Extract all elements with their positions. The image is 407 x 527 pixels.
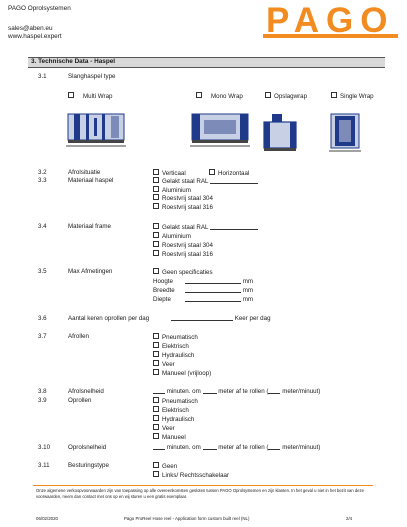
option-left-right-switch[interactable]: Links/ Rechtsschakelaar <box>153 471 229 480</box>
mono-wrap-reel-icon <box>190 110 250 148</box>
unwind-situation-label: Afrolsituatie <box>68 169 101 176</box>
footer-divider <box>33 485 373 486</box>
rewinds-per-day-field[interactable]: Keer per dag <box>171 315 271 323</box>
control-type-label: Besturingstype <box>68 462 109 469</box>
option-spring[interactable]: Veer <box>153 424 175 433</box>
option-mono-wrap[interactable]: Mono Wrap <box>196 92 243 101</box>
rewinding-label: Oprollen <box>68 397 92 404</box>
option-no-spec[interactable]: Geen specificaties <box>153 268 213 277</box>
ral-input-line[interactable] <box>210 224 258 230</box>
checkbox[interactable] <box>153 424 159 430</box>
checkbox[interactable] <box>153 462 159 468</box>
checkbox[interactable] <box>209 169 215 175</box>
opslagwrap-reel-icon <box>262 114 298 154</box>
frame-material-label: Materiaal frame <box>68 223 111 230</box>
minutes-input[interactable] <box>153 444 165 450</box>
option-opslagwrap[interactable]: Opslagwrap <box>265 92 307 101</box>
option-hydraulic[interactable]: Hydraulisch <box>153 415 194 424</box>
section-title: 3. Technische Data - Haspel <box>31 58 116 65</box>
checkbox[interactable] <box>153 250 159 256</box>
option-pneumatic[interactable]: Pneumatisch <box>153 397 198 406</box>
width-field[interactable]: Breedte mm <box>153 287 254 294</box>
ral-input-line[interactable] <box>210 178 258 184</box>
item-number: 3.9 <box>38 397 47 404</box>
option-painted-steel[interactable]: Gelakt staal RAL <box>153 223 258 232</box>
option-electric[interactable]: Elektrisch <box>153 342 189 351</box>
item-number: 3.7 <box>38 333 47 340</box>
page-number: 2/4 <box>346 516 353 521</box>
item-number: 3.8 <box>38 388 47 395</box>
single-wrap-reel-icon <box>329 112 361 154</box>
checkbox[interactable] <box>153 369 159 375</box>
checkbox[interactable] <box>153 406 159 412</box>
option-single-wrap[interactable]: Single Wrap <box>331 92 374 101</box>
pago-logo <box>263 2 398 42</box>
checkbox[interactable] <box>153 351 159 357</box>
width-input[interactable] <box>185 287 241 293</box>
checkbox[interactable] <box>331 92 337 98</box>
item-number: 3.10 <box>38 444 51 451</box>
unwind-speed-label: Afrolsnelheid <box>68 388 104 395</box>
option-none[interactable]: Geen <box>153 462 177 471</box>
checkbox[interactable] <box>153 471 159 477</box>
option-painted-steel[interactable]: Gelakt staal RAL <box>153 177 258 186</box>
unwinding-label: Afrollen <box>68 333 89 340</box>
rewind-speed-field[interactable]: minuten. om meter af te rollen ( meter/minuut) <box>153 444 320 452</box>
checkbox[interactable] <box>153 177 159 183</box>
option-aluminium[interactable]: Aluminium <box>153 186 191 195</box>
minutes-input[interactable] <box>153 388 165 394</box>
max-dimensions-label: Max Afmetingen <box>68 268 113 275</box>
footer-date: 06/02/2020 <box>36 516 58 521</box>
multi-wrap-reel-icon <box>66 110 126 148</box>
option-stainless-304[interactable]: Roestvrij staal 304 <box>153 194 213 203</box>
company-name: PAGO Oprolsystemen <box>8 5 71 12</box>
company-email[interactable]: sales@aben.eu <box>8 25 53 32</box>
rewinds-input[interactable] <box>171 315 233 321</box>
rewind-speed-label: Oprolsnelheid <box>68 444 107 451</box>
item-number: 3.3 <box>38 177 47 184</box>
unwind-speed-field[interactable]: minuten. om meter af te rollen ( meter/minuut) <box>153 388 320 396</box>
depth-field[interactable]: Diepte mm <box>153 296 254 303</box>
item-number: 3.6 <box>38 315 47 322</box>
checkbox[interactable] <box>153 203 159 209</box>
speed-input[interactable] <box>268 388 280 394</box>
company-website[interactable]: www.haspel.expert <box>8 33 62 40</box>
depth-input[interactable] <box>185 296 241 302</box>
svg-text:PAGO: PAGO <box>266 2 395 40</box>
option-horizontal[interactable]: Horizontaal <box>209 169 249 178</box>
checkbox[interactable] <box>153 169 159 175</box>
rewinds-per-day-label: Aantal keren oprollen per dag <box>68 315 150 322</box>
terms-notice: Onze algemene verkoopvoorwaarden zijn van toepassing op alle overeenkomsten gesloten tussen PAGO Oprolsystemen en zijn klanten. In het geval u niet in het bezit van deze voorwaarden, neem dan contact met ons op en wij sturen u een gratis exemplaar. <box>36 488 364 499</box>
reel-material-label: Materiaal haspel <box>68 177 114 184</box>
option-stainless-316[interactable]: Roestvrij staal 316 <box>153 203 213 212</box>
checkbox[interactable] <box>153 333 159 339</box>
checkbox[interactable] <box>265 92 271 98</box>
meters-input[interactable] <box>203 388 217 394</box>
checkbox[interactable] <box>153 360 159 366</box>
reel-type-label: Slanghaspel type <box>68 73 116 80</box>
option-manual[interactable]: Manueel <box>153 433 186 442</box>
footer-document-name: Pago ProReel Hose reel - Application form custom built reel (NL) <box>124 516 250 521</box>
meters-input[interactable] <box>203 444 217 450</box>
item-number: 3.4 <box>38 223 47 230</box>
item-number: 3.5 <box>38 268 47 275</box>
checkbox[interactable] <box>153 397 159 403</box>
option-vertical[interactable]: Verticaal <box>153 169 186 178</box>
checkbox[interactable] <box>153 415 159 421</box>
checkbox[interactable] <box>153 194 159 200</box>
option-manual[interactable]: Manueel (vrijloop) <box>153 369 211 378</box>
option-stainless-316[interactable]: Roestvrij staal 316 <box>153 250 213 259</box>
checkbox[interactable] <box>153 241 159 247</box>
checkbox[interactable] <box>196 92 202 98</box>
height-input[interactable] <box>185 278 241 284</box>
item-number: 3.1 <box>38 73 47 80</box>
option-pneumatic[interactable]: Pneumatisch <box>153 333 198 342</box>
checkbox[interactable] <box>153 268 159 274</box>
checkbox[interactable] <box>153 232 159 238</box>
height-field[interactable]: Hoogte mm <box>153 278 254 285</box>
checkbox[interactable] <box>153 223 159 229</box>
checkbox[interactable] <box>153 433 159 439</box>
option-multi-wrap[interactable]: Multi Wrap <box>68 92 112 101</box>
item-number: 3.2 <box>38 169 47 176</box>
item-number: 3.11 <box>38 462 50 469</box>
speed-input[interactable] <box>268 444 280 450</box>
checkbox[interactable] <box>68 92 74 98</box>
checkbox[interactable] <box>153 186 159 192</box>
checkbox[interactable] <box>153 342 159 348</box>
option-spring[interactable]: Veer <box>153 360 175 369</box>
option-aluminium[interactable]: Aluminium <box>153 232 191 241</box>
option-stainless-304[interactable]: Roestvrij staal 304 <box>153 241 213 250</box>
option-hydraulic[interactable]: Hydraulisch <box>153 351 194 360</box>
option-electric[interactable]: Elektrisch <box>153 406 189 415</box>
